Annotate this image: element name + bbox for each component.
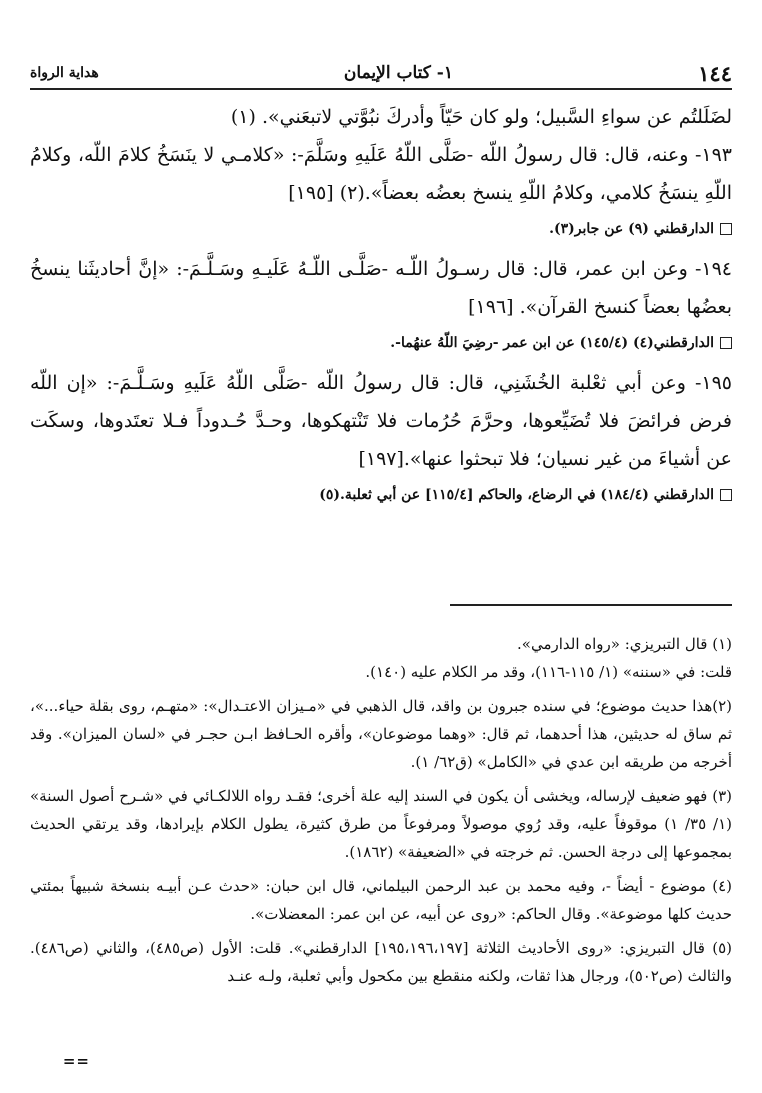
source-193-text: الدارقطني (٩) عن جابر(٣). — [549, 221, 714, 237]
square-bullet-icon — [720, 223, 732, 235]
square-bullet-icon — [720, 489, 732, 501]
footnote-1: (١) قال التبريزي: «رواه الدارمي». — [517, 635, 732, 653]
header-rule — [30, 88, 732, 90]
hadith-193: ١٩٣- وعنه، قال: قال رسولُ اللّه -صَلَّى اللّهُ عَلَيهِ وسَلَّمَ-: «كلامـي لا ينَسَخُ كلامَ اللّه، وكلامُ اللّهِ ينسَخُ كلامي، وكلامُ اللّهِ ينسخ بعضُه بعضاً».(٢) [١٩٥] — [30, 144, 732, 204]
source-195-text: الدارقطني (١٨٤/٤) في الرضاع، والحاكم [١١٥/٤] عن أبي ثعلبة.(٥) — [319, 487, 714, 503]
book-title: هداية الرواة — [30, 65, 99, 81]
page-number: ١٤٤ — [698, 60, 732, 86]
footnote-5: (٥) قال التبريزي: «روى الأحاديث الثلاثة [١٩٥،١٩٦،١٩٧] الدارقطني». قلت: الأول (ص٤٨٥)، والثاني (ص٤٨٦). والثالث (ص٥٠٢)، ورجال هذا ثقات، ولكنه منقطع بين مكحول وأبي ثعلبة، ولـه عنـد — [30, 939, 732, 985]
square-bullet-icon — [720, 337, 732, 349]
source-193 — [30, 216, 732, 242]
chapter-title: ١- كتاب الإيمان — [343, 63, 454, 83]
main-text — [30, 98, 732, 516]
hadith-195: ١٩٥- وعن أبي ثعْلبة الخُشَنِي، قال: قال رسولُ اللّه -صَلَّى اللّهُ عَلَيهِ وسَـلَّـمَ-: «إن اللّه فرض فرائضَ فلا تُضَيِّعوها، وحرَّمَ حُرُمات فلا تَنْتهكوها، وحـدَّ حُـدوداً فـلا تعتَدوها، وسكَت عن أشياءَ من غير نسيان؛ فلا تبحثوا عنها».[١٩٧] — [30, 372, 732, 470]
footnote-3: (٣) فهو ضعيف لإرساله، ويخشى أن يكون في السند إليه علة أخرى؛ فقـد رواه اللالكـائي في «شـرح أصول السنة» (١/ ٣٥/ ١) موقوفاً عليه، وقد رُوي موصولاً ومرفوعاً من طرق كثيرة، يطول الكلام بإيرادها، وقد يرتقي الحديث بمجموعها إلى درجة الحسن. ثم خرجته في «الضعيفة» (١٨٦٢). — [30, 787, 732, 861]
footnote-separator — [450, 604, 732, 606]
paragraph-continuation: لضَلَلتُم عن سواءِ السَّبيل؛ ولو كان حَيّاً وأدركَ نبُوَّتي لاتبعَني». (١) — [230, 106, 732, 128]
source-194 — [30, 330, 732, 356]
source-195 — [30, 482, 732, 508]
footnote-2: (٢)هذا حديث موضوع؛ في سنده جبرون بن واقد، قال الذهبي في «مـيزان الاعتـدال»: «متهـم، روى بقلة حياء...»، ثم ساق له حديثين، هذا أحدهما، ثم قال: «وهما موضوعان»، وأقره الحـافظ ابـن حجـر في «لسان الميزان». وقد أخرجه من طريقه ابن عدي في «الكامل» (ق٦٢/ ١). — [30, 697, 732, 771]
source-194-text: الدارقطني(٤) (١٤٥/٤) عن ابن عمر -رضِيَ اللّهُ عنهُما-. — [390, 335, 714, 351]
footnote-4: (٤) موضوع - أيضاً -، وفيه محمد بن عبد الرحمن البيلماني، قال ابن حبان: «حدث عـن أبيـه بنسخة شبيهاً بمئتي حديث كلها موضوعة». وقال الحاكم: «روى عن أبيه، عن ابن عمر: المعضلات». — [30, 877, 732, 923]
footnotes — [30, 630, 732, 996]
footnote-1-comment: قلت: في «سننه» (١/ ١١٥-١١٦)، وقد مر الكلام عليه (١٤٠). — [365, 663, 732, 681]
hadith-194: ١٩٤- وعن ابن عمر، قال: قال رسـولُ اللّـه -صَلَّـى اللّـهُ عَلَيـهِ وسَـلَّـمَ-: «إنَّ أحاديثَنا ينسخُ بعضُها بعضاً كنسخ القرآن». [١٩٦] — [30, 258, 732, 318]
continuation-mark: == — [62, 1052, 90, 1070]
running-header — [30, 58, 732, 88]
